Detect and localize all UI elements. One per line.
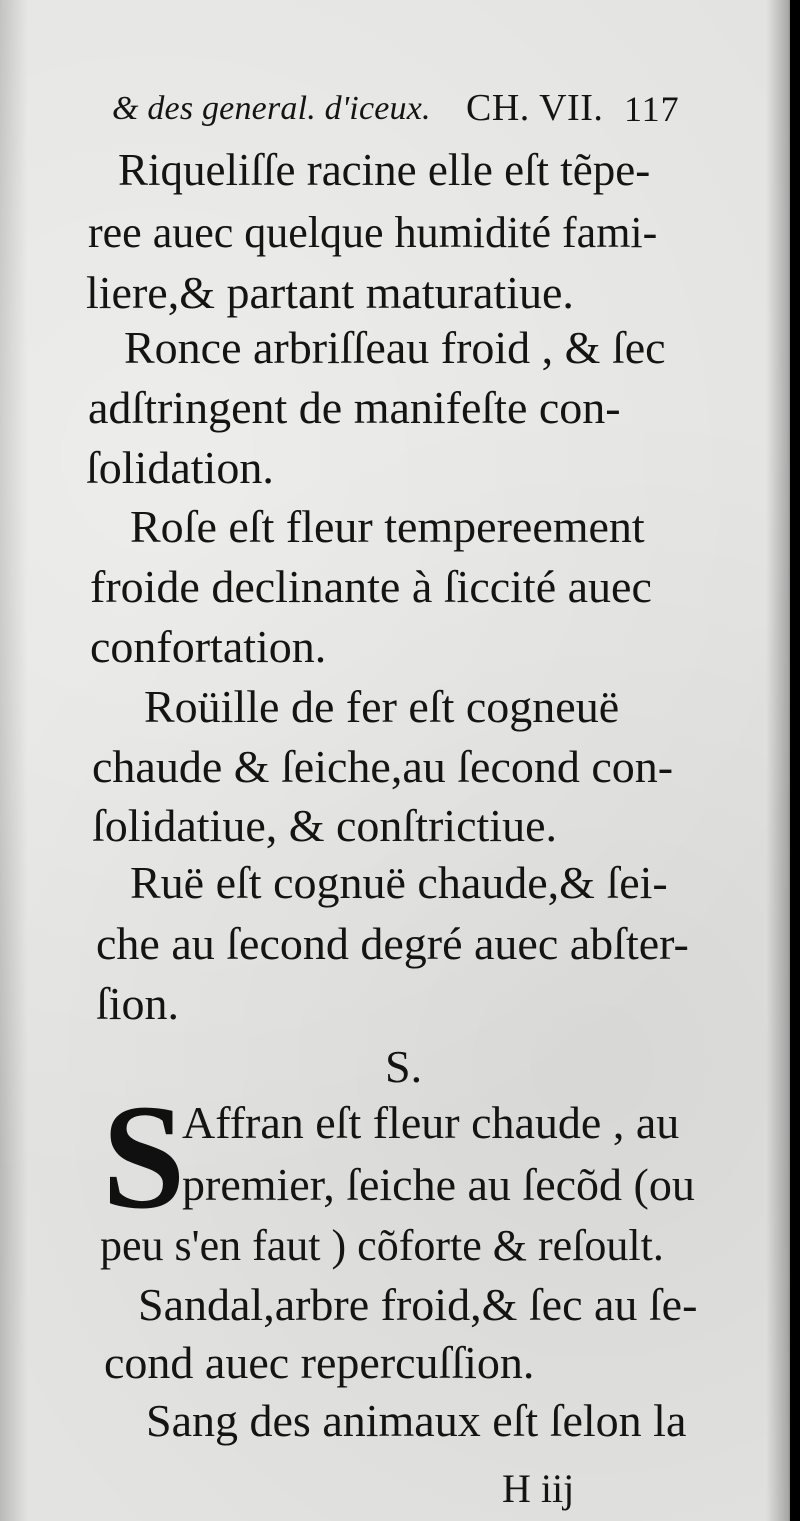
text-line: ſion.: [96, 978, 180, 1029]
text-line: che au ſecond degré auec abſter-: [96, 918, 689, 969]
text-line: Sang des animaux eſt ſelon la: [146, 1395, 687, 1446]
text-line: peu s'en faut ) cõforte & reſoult.: [100, 1221, 664, 1270]
text-line: premier, ſeiche au ſecõd (ou: [182, 1159, 695, 1210]
page-number: 117: [624, 89, 680, 129]
text-line: ree auec quelque humidité fami-: [88, 208, 658, 257]
text-line: ſolidatiue, & conſtrictiue.: [92, 800, 557, 851]
text-line: adſtringent de manifeſte con-: [88, 382, 621, 433]
text-line: Riqueliſſe racine elle eſt tẽpe-: [118, 145, 651, 195]
text-line: Ronce arbriſſeau froid , & ſec: [124, 322, 666, 373]
text-line: Affran eſt fleur chaude , au: [182, 1097, 680, 1148]
running-header: [108, 80, 698, 140]
text-line: Sandal,arbre froid,& ſec au ſe-: [138, 1279, 698, 1330]
text-line: confortation.: [90, 621, 327, 672]
text-line: froide declinante à ſiccité auec: [90, 561, 652, 612]
text-line: liere,& partant maturatiue.: [86, 267, 574, 318]
text-line: Roſe eſt fleur tempereement: [130, 501, 645, 552]
section-heading: S.: [385, 1041, 423, 1092]
signature-mark: H iij: [502, 1466, 575, 1511]
text-line: ſolidation.: [86, 442, 274, 493]
text-line: Ruë eſt cognuë chaude,& ſei-: [130, 857, 668, 908]
chapter-label: CH. VII.: [466, 87, 604, 129]
text-line: Roüille de fer eſt cogneuë: [144, 681, 620, 732]
running-title: & des general. d'iceux.: [112, 90, 431, 127]
text-line: cond auec repercuſſion.: [104, 1337, 535, 1388]
drop-cap: S: [102, 1074, 186, 1240]
text-line: chaude & ſeiche,au ſecond con-: [92, 741, 674, 792]
